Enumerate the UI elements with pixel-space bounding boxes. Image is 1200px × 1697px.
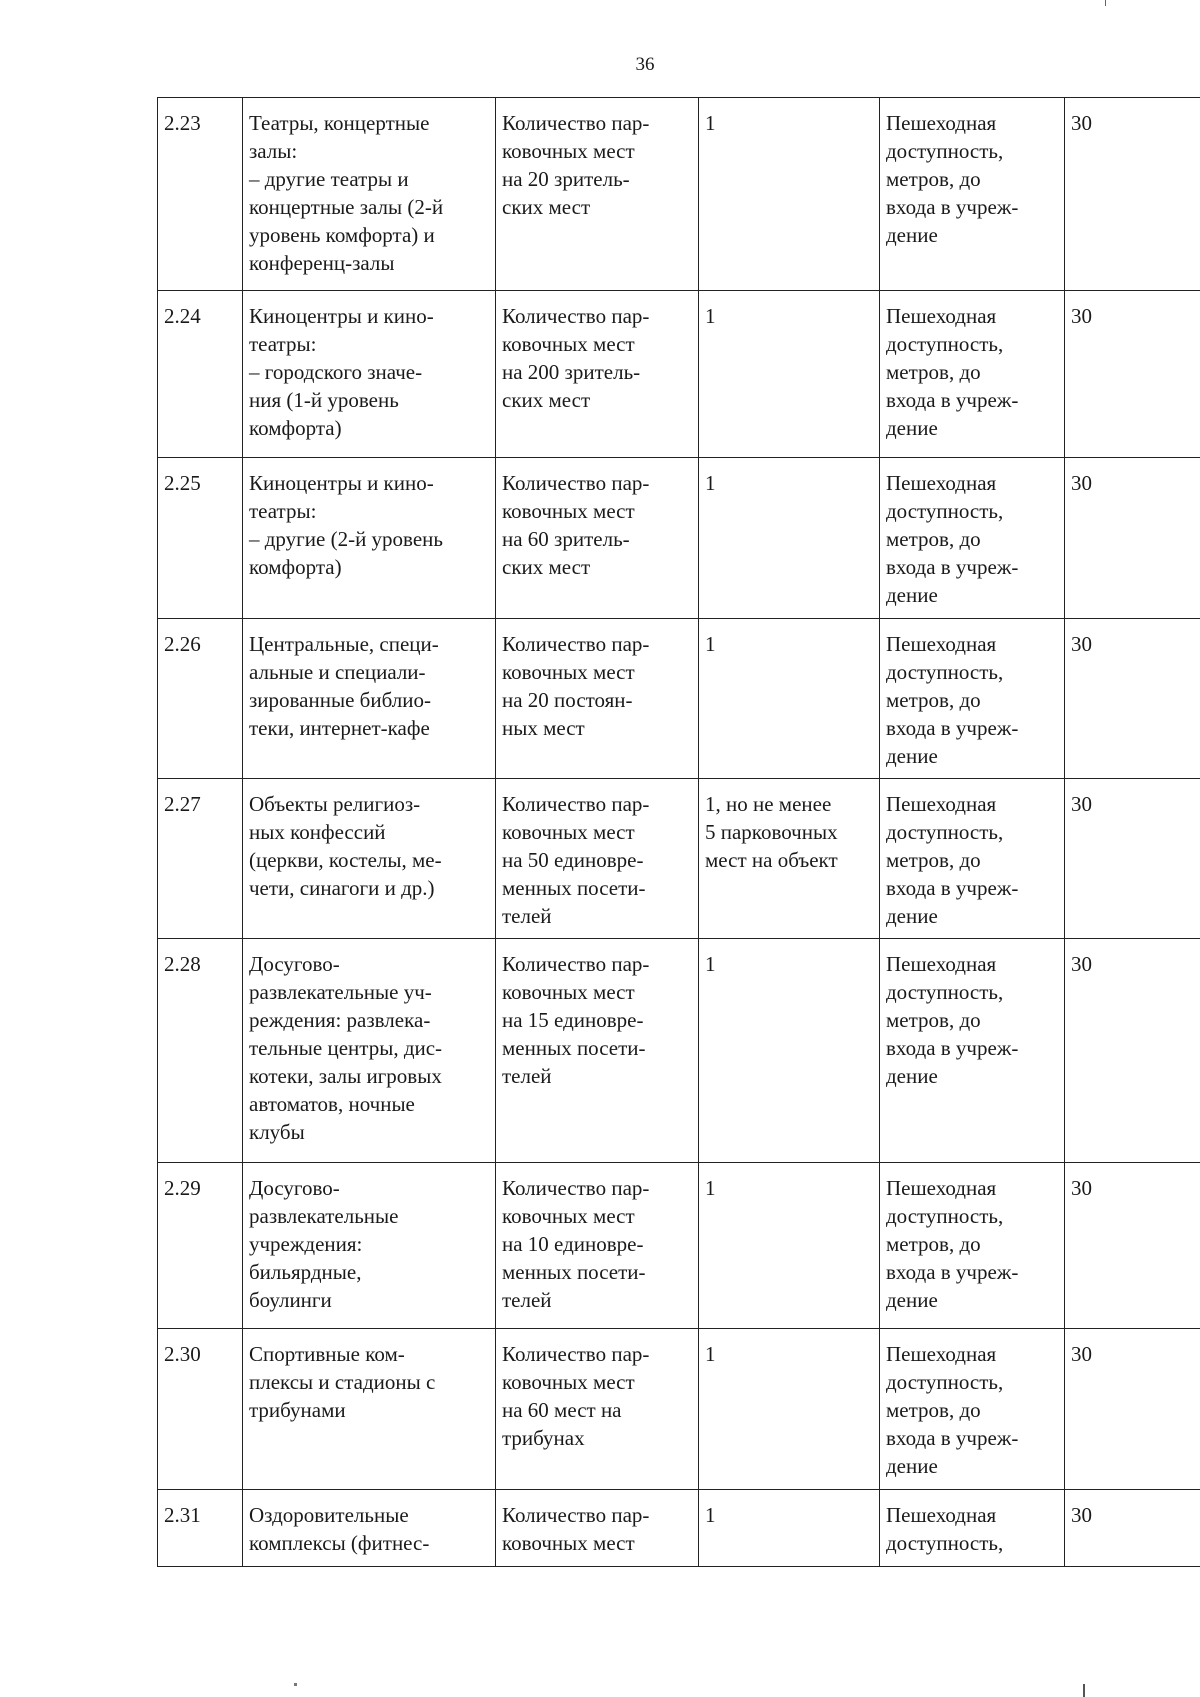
page-number: 36: [635, 54, 655, 75]
row-number-cell: 2.26: [158, 619, 243, 779]
row-number-cell: 2.24: [158, 291, 243, 458]
walking-distance-cell: 30: [1065, 1329, 1200, 1490]
row-number-cell: 2.29: [158, 1163, 243, 1329]
facility-name-cell: Объекты религиоз- ных конфессий (церкви, костелы, ме- чети, синагоги и др.): [243, 779, 496, 939]
parking-count-cell: 1: [699, 1329, 880, 1490]
facility-name-cell: Спортивные ком- плексы и стадионы с трибунами: [243, 1329, 496, 1490]
parking-count-cell: 1: [699, 1163, 880, 1329]
table-body: [158, 98, 1200, 1567]
parking-norms-table: [157, 97, 1200, 1567]
walking-distance-cell: 30: [1065, 619, 1200, 779]
row-number-cell: 2.28: [158, 939, 243, 1163]
facility-name-cell: Досугово- развлекательные учреждения: бильярдные, боулинги: [243, 1163, 496, 1329]
access-condition-cell: Пешеходная доступность, метров, до входа в учреж- дение: [880, 1163, 1065, 1329]
table-row: [158, 779, 1200, 939]
parking-unit-cell: Количество пар- ковочных мест на 200 зритель- ских мест: [496, 291, 699, 458]
parking-count-cell: 1: [699, 458, 880, 619]
scan-artifact-mark: [1083, 1684, 1085, 1697]
table-row: [158, 939, 1200, 1163]
table-row: [158, 619, 1200, 779]
walking-distance-cell: 30: [1065, 1163, 1200, 1329]
parking-unit-cell: Количество пар- ковочных мест: [496, 1490, 699, 1567]
parking-count-cell: 1: [699, 619, 880, 779]
table-row: [158, 1490, 1200, 1567]
walking-distance-cell: 30: [1065, 458, 1200, 619]
access-condition-cell: Пешеходная доступность, метров, до входа в учреж- дение: [880, 98, 1065, 291]
scan-artifact-dot: [294, 1683, 297, 1686]
table-row: [158, 458, 1200, 619]
parking-unit-cell: Количество пар- ковочных мест на 60 мест на трибунах: [496, 1329, 699, 1490]
walking-distance-cell: 30: [1065, 939, 1200, 1163]
walking-distance-cell: 30: [1065, 98, 1200, 291]
table-row: [158, 1163, 1200, 1329]
walking-distance-cell: 30: [1065, 779, 1200, 939]
walking-distance-cell: 30: [1065, 1490, 1200, 1567]
access-condition-cell: Пешеходная доступность, метров, до входа в учреж- дение: [880, 779, 1065, 939]
access-condition-cell: Пешеходная доступность, метров, до входа в учреж- дение: [880, 1329, 1065, 1490]
parking-count-cell: 1: [699, 939, 880, 1163]
walking-distance-cell: 30: [1065, 291, 1200, 458]
table-row: [158, 1329, 1200, 1490]
parking-count-cell: 1: [699, 98, 880, 291]
access-condition-cell: Пешеходная доступность, метров, до входа в учреж- дение: [880, 619, 1065, 779]
row-number-cell: 2.25: [158, 458, 243, 619]
row-number-cell: 2.31: [158, 1490, 243, 1567]
parking-unit-cell: Количество пар- ковочных мест на 20 постоян- ных мест: [496, 619, 699, 779]
parking-count-cell: 1: [699, 1490, 880, 1567]
parking-count-cell: 1, но не менее 5 парковочных мест на объект: [699, 779, 880, 939]
table-row: [158, 291, 1200, 458]
facility-name-cell: Киноцентры и кино- театры: – другие (2-й уровень комфорта): [243, 458, 496, 619]
facility-name-cell: Оздоровительные комплексы (фитнес-: [243, 1490, 496, 1567]
parking-count-cell: 1: [699, 291, 880, 458]
row-number-cell: 2.30: [158, 1329, 243, 1490]
parking-unit-cell: Количество пар- ковочных мест на 60 зритель- ских мест: [496, 458, 699, 619]
facility-name-cell: Центральные, специ- альные и специали- зированные библио- теки, интернет-кафе: [243, 619, 496, 779]
access-condition-cell: Пешеходная доступность, метров, до входа в учреж- дение: [880, 291, 1065, 458]
row-number-cell: 2.23: [158, 98, 243, 291]
access-condition-cell: Пешеходная доступность, метров, до входа в учреж- дение: [880, 458, 1065, 619]
facility-name-cell: Киноцентры и кино- театры: – городского значе- ния (1-й уровень комфорта): [243, 291, 496, 458]
parking-unit-cell: Количество пар- ковочных мест на 10 единовре- менных посети- телей: [496, 1163, 699, 1329]
parking-unit-cell: Количество пар- ковочных мест на 15 единовре- менных посети- телей: [496, 939, 699, 1163]
facility-name-cell: Театры, концертные залы: – другие театры и концертные залы (2-й уровень комфорта) и конференц-залы: [243, 98, 496, 291]
facility-name-cell: Досугово- развлекательные уч- реждения: развлека- тельные центры, дис- котеки, залы игровых автоматов, ночные клубы: [243, 939, 496, 1163]
table-row: [158, 98, 1200, 291]
parking-unit-cell: Количество пар- ковочных мест на 50 единовре- менных посети- телей: [496, 779, 699, 939]
scan-corner-mark: [1099, 0, 1106, 6]
row-number-cell: 2.27: [158, 779, 243, 939]
parking-unit-cell: Количество пар- ковочных мест на 20 зритель- ских мест: [496, 98, 699, 291]
access-condition-cell: Пешеходная доступность,: [880, 1490, 1065, 1567]
access-condition-cell: Пешеходная доступность, метров, до входа в учреж- дение: [880, 939, 1065, 1163]
